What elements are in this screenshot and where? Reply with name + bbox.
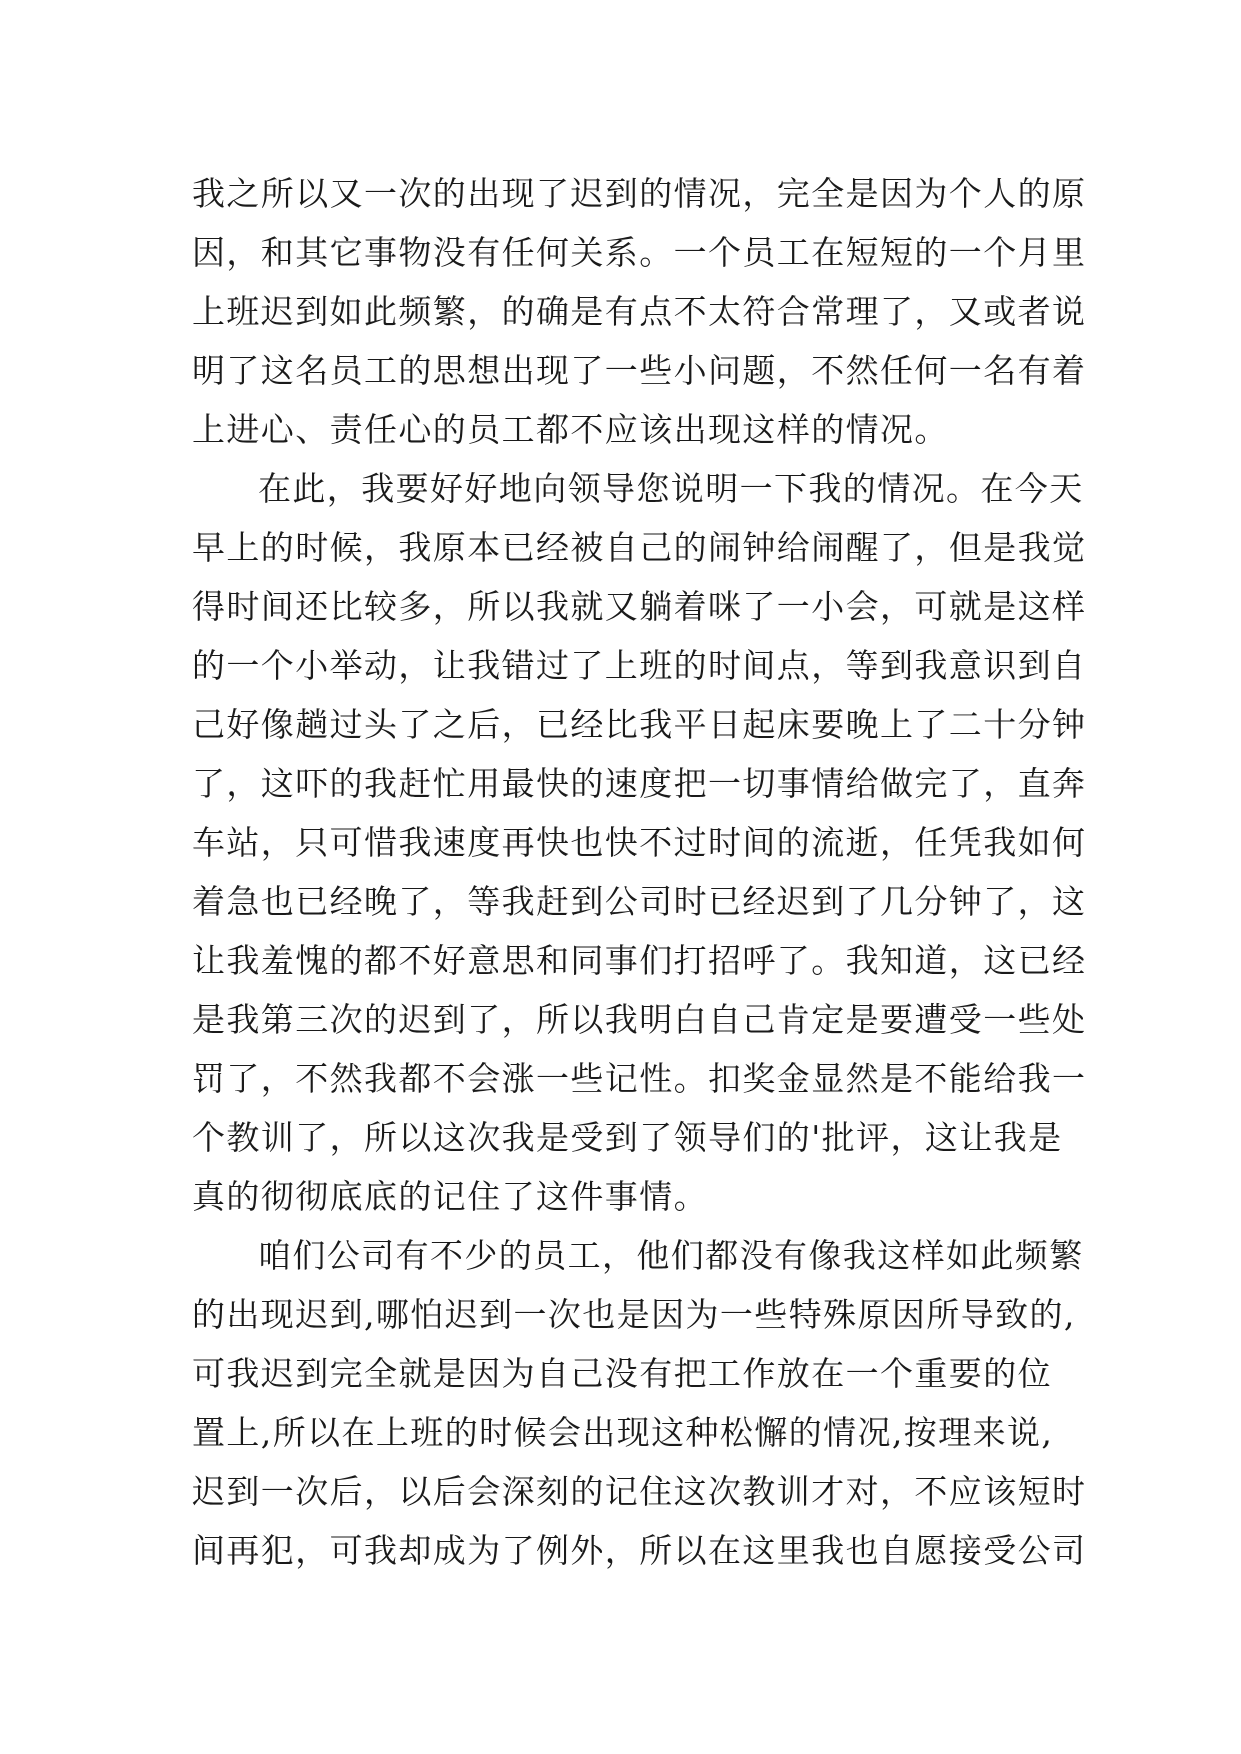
- paragraph-3-line-2: 的出现迟到,哪怕迟到一次也是因为一些特殊原因所导致的,: [192, 1295, 1076, 1334]
- paragraph-1-line-5: 上进心、责任心的员工都不应该出现这样的情况。: [192, 410, 949, 449]
- paragraph-3-line-4: 置上,所以在上班的时候会出现这种松懈的情况,按理来说,: [192, 1413, 1054, 1452]
- paragraph-3-line-6: 间再犯，可我却成为了例外，所以在这里我也自愿接受公司: [192, 1531, 1087, 1570]
- paragraph-2-line-3: 得时间还比较多，所以我就又躺着咪了一小会，可就是这样: [192, 587, 1087, 626]
- paragraph-1-line-3: 上班迟到如此频繁，的确是有点不太符合常理了，又或者说: [192, 292, 1087, 331]
- paragraph-1-line-2: 因，和其它事物没有任何关系。一个员工在短短的一个月里: [192, 233, 1087, 272]
- paragraph-2-line-12: 个教训了，所以这次我是受到了领导们的'批评，这让我是: [192, 1118, 1063, 1157]
- paragraph-3-line-5: 迟到一次后，以后会深刻的记住这次教训才对，不应该短时: [192, 1472, 1087, 1511]
- paragraph-2-line-9: 让我羞愧的都不好意思和同事们打招呼了。我知道，这已经: [192, 941, 1087, 980]
- paragraph-2-line-4: 的一个小举动，让我错过了上班的时间点，等到我意识到自: [192, 646, 1087, 685]
- paragraph-1-line-4: 明了这名员工的思想出现了一些小问题，不然任何一名有着: [192, 351, 1087, 390]
- paragraph-2-line-11: 罚了，不然我都不会涨一些记性。扣奖金显然是不能给我一: [192, 1059, 1087, 1098]
- paragraph-2-line-2: 早上的时候，我原本已经被自己的闹钟给闹醒了，但是我觉: [192, 528, 1087, 567]
- document-body: [192, 164, 1087, 1580]
- paragraph-3-line-3: 可我迟到完全就是因为自己没有把工作放在一个重要的位: [192, 1354, 1052, 1393]
- paragraph-2-line-5: 己好像趟过头了之后，已经比我平日起床要晚上了二十分钟: [192, 705, 1087, 744]
- paragraph-3-line-1: 咱们公司有不少的员工，他们都没有像我这样如此频繁: [258, 1236, 1084, 1275]
- paragraph-2-line-13: 真的彻彻底底的记住了这件事情。: [192, 1177, 708, 1216]
- paragraph-2-line-7: 车站，只可惜我速度再快也快不过时间的流逝，任凭我如何: [192, 823, 1087, 862]
- paragraph-2-line-1: 在此，我要好好地向领导您说明一下我的情况。在今天: [258, 469, 1084, 508]
- paragraph-2-line-8: 着急也已经晚了，等我赶到公司时已经迟到了几分钟了，这: [192, 882, 1087, 921]
- paragraph-2-line-6: 了，这吓的我赶忙用最快的速度把一切事情给做完了，直奔: [192, 764, 1087, 803]
- paragraph-1-line-1: 我之所以又一次的出现了迟到的情况，完全是因为个人的原: [192, 174, 1087, 213]
- paragraph-2-line-10: 是我第三次的迟到了，所以我明白自己肯定是要遭受一些处: [192, 1000, 1087, 1039]
